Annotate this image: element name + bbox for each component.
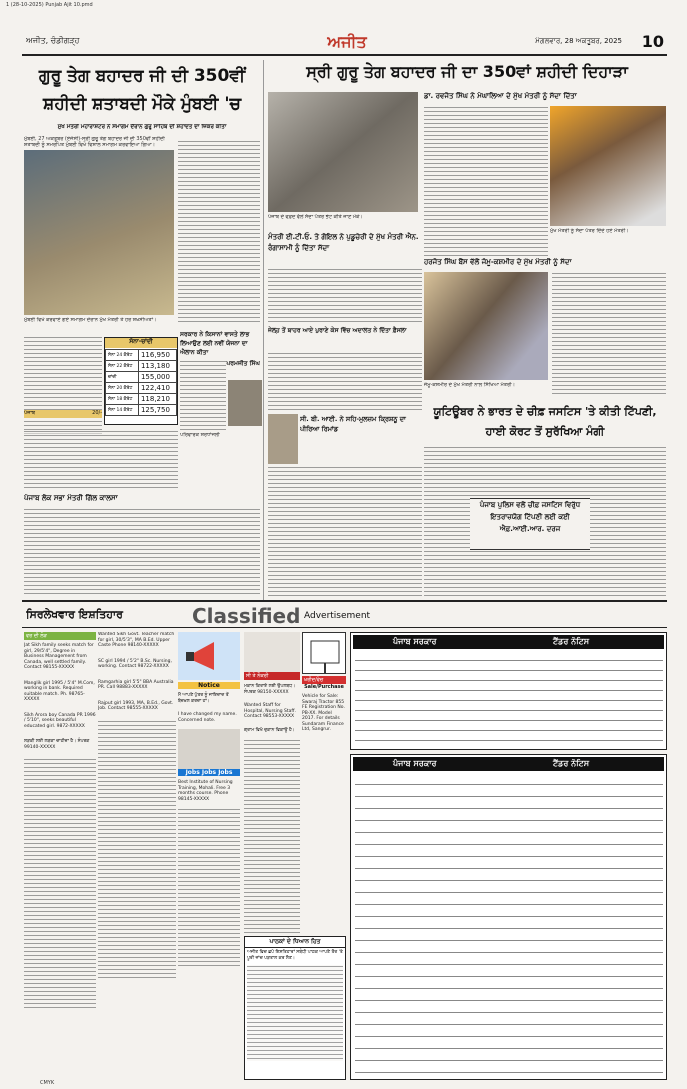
edition-label: ਅਜੀਤ, ਚੰਡੀਗੜ੍ਹ — [26, 36, 80, 45]
classified-col2-more — [98, 720, 176, 980]
rate-row — [106, 394, 177, 405]
masthead — [22, 32, 667, 52]
classified-ad: ਗ੍ਰਾਮ ਵਿਖੇ ਦੁਕਾਨ ਵਿਕਾਊ ਹੈ। — [244, 727, 295, 733]
rate-value: 116,950 — [138, 350, 176, 361]
cbi-story-body — [268, 466, 422, 596]
classified-ad: Wanted Staff for Hospital, Nursing Staff. Contact 98553-XXXXX — [244, 703, 296, 719]
classified-banner-subtitle: Advertisement — [304, 611, 371, 621]
imprint-line: 1 (28-10-2025) Punjab Ajit 10.pmd — [6, 2, 93, 8]
reader-notice-title: ਪਾਠਕਾਂ ਦੇ ਧਿਆਨ ਹਿਤ — [245, 937, 345, 948]
left-brief-text — [24, 336, 102, 436]
classified-col1 — [24, 632, 96, 1080]
left-story-headline: ਗੁਰੂ ਤੇਗ ਬਹਾਦਰ ਜੀ ਦੀ 350ਵੀਂ ਸ਼ਹੀਦੀ ਸ਼ਤਾਬਦੀ ਮੌਕੇ ਮੁੰਬਈ 'ਚ — [38, 66, 246, 114]
classified-col3-more — [178, 808, 240, 968]
rate-label: ਸੋਨਾ 24 ਕੈਰੇਟ — [106, 350, 139, 361]
shoes-story-body — [268, 352, 422, 412]
left-lower-text — [24, 430, 178, 490]
reader-notice-more — [247, 965, 343, 1061]
classified-ad: I have changed my name. Concerned note. — [178, 712, 237, 723]
classified-col4-heading: ਸੀ ਤੇ ਨੌਕਰੀ — [244, 672, 300, 680]
bains-story-headline: ਹਰਜੋਤ ਸਿੰਘ ਬੈਂਸ ਵੱਲੋਂ ਜੰਮੂ-ਕਸ਼ਮੀਰ ਦੇ ਮੁੱਖ ਮੰਤਰੀ ਨੂੰ ਸੱਦਾ — [424, 258, 572, 266]
classified-col3-heading: Notice — [178, 682, 240, 689]
classified-ad: ਲੜਕੀ ਲਈ ਲੜਕਾ ਚਾਹੀਦਾ ਹੈ। ਸੰਪਰਕ 99140-XXXXX — [24, 739, 90, 750]
rate-row — [106, 383, 177, 394]
rates-extra-label: ਪੰਜਾਬ — [24, 410, 36, 416]
tender1-right: ਟੈਂਡਰ ਨੋਟਿਸ — [553, 637, 590, 646]
classified-ad: Best Institute of Nursing Training, Mohali. Free 3 months course. Phone 98145-XXXXX — [178, 780, 233, 802]
rate-value: 113,180 — [138, 361, 176, 372]
tender2-right: ਟੈਂਡਰ ਨੋਟਿਸ — [553, 759, 590, 768]
classified-ad: SC girl 1994 / 5'2" B.Sc. Nursing, working. Contact 98722-XXXXX — [98, 658, 172, 669]
rate-value: 122,410 — [138, 383, 176, 394]
classified-ad: Jat Sikh family seeks match for girl, 29/5'4", Degree in Business Management from Canada, well settled family. Contact 98155-XXXXX — [24, 643, 94, 670]
left-story-lead: ਮੁੰਬਈ, 27 ਅਕਤੂਬਰ (ਏਜੰਸੀ)-ਸ੍ਰੀ ਗੁਰੂ ਤੇਗ ਬਹਾਦਰ ਜੀ ਦੀ 350ਵੀਂ ਸ਼ਹੀਦੀ ਸ਼ਤਾਬਦੀ ਨੂੰ ਸਮਰਪਿਤ ਮੁੰਬਈ ਵਿਖੇ ਵਿਸ਼ਾਲ ਸਮਾਗਮ ਕਰਵਾਇਆ ਗਿਆ। — [24, 136, 165, 148]
tender1-left: ਪੰਜਾਬ ਸਰਕਾਰ — [393, 637, 437, 646]
tender2-header — [353, 757, 664, 771]
rates-title: ਸੋਨਾ-ਚਾਂਦੀ — [105, 338, 177, 348]
classified-ad: Manglik girl 1995 / 5'4" M.Com, working in bank. Required suitable match. Ph. 98765-XXXXX — [24, 680, 95, 702]
rate-value: 118,210 — [138, 394, 176, 405]
classified-ad: Vehicle for Sale: Swaraj Tractor 855 FE Registration No. PB-XX. Model 2017. For details Sundaram Finance Ltd, Sangrur. — [302, 694, 345, 732]
reader-notice-body: ਅਜੀਤ ਵਿਚ ਛਪੇ ਇਸ਼ਤਿਹਾਰਾਂ ਸਬੰਧੀ ਪਾਠਕ ਆਪਣੇ ਤੌਰ 'ਤੇ ਪੂਰੀ ਜਾਂਚ ਪੜਤਾਲ ਕਰ ਲੈਣ। — [247, 950, 343, 961]
tender-notice-2 — [350, 754, 667, 1080]
masthead-rule — [22, 54, 667, 56]
reader-notice-box — [244, 936, 346, 1080]
classified-banner-punjabi: ਸਿਰਲੇਖਵਾਰ ਇਸ਼ਤਿਹਾਰ — [26, 608, 123, 621]
rate-value: 125,750 — [138, 405, 176, 416]
youtube-story-headline: ਯੂਟਿਊਬਰ ਨੇ ਭਾਰਤ ਦੇ ਚੀਫ਼ ਜਸਟਿਸ 'ਤੇ ਕੀਤੀ ਟਿੱਪਣੀ, ਹਾਈ ਕੋਰਟ ਤੋਂ ਸੁਰੱਖਿਆ ਮੰਗੀ — [433, 405, 657, 438]
shoes-story-headline: ਜੇਲ੍ਹ ਤੋਂ ਬਾਹਰ ਆਏ ਪੁਰਾਣੇ ਕੇਸ ਵਿੱਚ ਅਦਾਲਤ ਨੇ ਦਿੱਤਾ ਫ਼ੈਸਲਾ — [268, 327, 407, 334]
color-marks: CMYK — [40, 1080, 55, 1086]
classified-col2 — [98, 632, 176, 1080]
tender2-left: ਪੰਜਾਬ ਸਰਕਾਰ — [393, 759, 437, 768]
tender-notice-1 — [350, 632, 667, 750]
megaphone-icon — [178, 632, 240, 680]
classified-ad: Wanted Sikh Govt. Teacher match for girl, 30/5'3", MA B.Ed. Upper Caste Phone 98140-XXXXX — [98, 632, 175, 648]
bains-story-body — [552, 272, 666, 396]
cm-invite-photo — [550, 106, 666, 226]
bains-story-caption: ਜੰਮੂ-ਕਸ਼ਮੀਰ ਦੇ ਮੁੱਖ ਮੰਤਰੀ ਨਾਲ ਸਿੱਖਿਆ ਮੰਤਰੀ। — [424, 382, 515, 388]
youtube-box: ਪੰਜਾਬ ਪੁਲਿਸ ਵਲੋਂ ਚੀਫ਼ ਜਸਟਿਸ ਵਿਰੁੱਧ ਇਤਰਾਜ਼ਯੋਗ ਟਿੱਪਣੀ ਲਈ ਕਈ ਐਫ਼.ਆਈ.ਆਰ. ਦਰਜ — [470, 498, 590, 550]
left-story-body-column — [178, 140, 260, 325]
goyal-story-body — [268, 268, 422, 324]
classified-col1-heading: ਵਰ ਦੀ ਲੋੜ — [24, 632, 96, 640]
rate-label: ਚਾਂਦੀ — [106, 372, 139, 383]
obit-intro: ਪਰਿਵਾਰਕ ਸ਼ਰਧਾਂਜਲੀ — [180, 432, 220, 438]
page-number: 10 — [641, 32, 664, 51]
cm-invite-headline: ਡਾ. ਰਵਜੋਤ ਸਿੰਘ ਨੇ ਮੇਘਾਲਿਆ ਦੇ ਮੁੱਖ ਮੰਤਰੀ ਨੂੰ ਸੱਦਾ ਦਿੱਤਾ — [424, 92, 577, 100]
pension-story-headline: ਸਰਕਾਰ ਨੇ ਕਿਸਾਨਾਂ ਵਾਸਤੇ ਲਾਭ ਲਿਆਉਣ ਲਈ ਨਵੀਂ ਯੋਜਨਾ ਦਾ ਐਲਾਨ ਕੀਤਾ — [180, 331, 250, 356]
rate-row — [106, 350, 177, 361]
obit-heading: ਪਰਮਜੀਤ ਸਿੰਘ — [226, 360, 260, 367]
rate-label: ਸੋਨਾ 20 ਕੈਰੇਟ — [106, 383, 139, 394]
cbi-story-headline: ਸੀ. ਬੀ. ਆਈ. ਨੇ ਸਹਿ-ਮੁਲਜ਼ਮ ਕ੍ਰਿਸ਼ਨੂ ਦਾ ਪੀਰਿਆ ਰਿਮਾਂਡ — [300, 415, 406, 433]
left-story-photo — [24, 150, 174, 315]
left-story-caption: ਮੁੰਬਈ ਵਿਖੇ ਕਰਵਾਏ ਗਏ ਸਮਾਗਮ ਦੌਰਾਨ ਮੁੱਖ ਮੰਤਰੀ ਤੇ ਹੋਰ ਸ਼ਖ਼ਸੀਅਤਾਂ। — [24, 317, 157, 323]
column-rule — [263, 60, 264, 600]
classified-ad: ਮਕਾਨ ਕਿਰਾਏ ਲਈ ਉਪਲਬਧ। ਸੰਪਰਕ 98150-XXXXX — [244, 684, 296, 695]
classified-col3 — [178, 632, 240, 1080]
job-seeker-image — [244, 632, 300, 672]
food-story-headline: ਪੰਜਾਬ ਲੋਕ ਸਭਾ ਮੰਤਰੀ ਗਿੱਲ ਕਾਲਸਾ — [24, 494, 118, 502]
classified-banner — [22, 600, 667, 628]
main-story-caption: ਪੰਜਾਬ ਦੇ ਵਫ਼ਦ ਵੱਲੋਂ ਸੱਦਾ ਪੱਤਰ ਭੇਟ ਕੀਤੇ ਜਾਣ ਮੌਕੇ। — [268, 214, 363, 220]
classified-col5-heading: ਖ਼ਰੀਦ/ਵੇਚ — [302, 676, 346, 684]
rate-row — [106, 405, 177, 416]
tender1-table — [355, 651, 663, 747]
goyal-story-headline: ਮੰਤਰੀ ਈ.ਟੀ.ਓ. ਤੇ ਗੋਇਲ ਨੇ ਪੁਡੂਚੇਰੀ ਦੇ ਮੁੱਖ ਮੰਤਰੀ ਐਨ. ਰੰਗਾਸਾਮੀ ਨੂੰ ਦਿੱਤਾ ਸੱਦਾ — [268, 233, 419, 252]
classified-col1-more — [24, 758, 96, 1008]
rate-row — [106, 361, 177, 372]
classified-col5 — [302, 632, 346, 932]
tender2-table — [355, 773, 663, 1077]
rate-value: 155,000 — [138, 372, 176, 383]
cbi-story-photo — [268, 414, 298, 464]
jobs-image — [178, 729, 240, 769]
classified-ad: Rajput girl 1993, MA, B.Ed., Govt. Job. Contact 98555-XXXXX — [98, 700, 174, 711]
left-story-subhead: ਮੁੱਖ ਮੰਤਰੀ ਮਹਾਰਾਸ਼ਟਰ ਨੇ ਸਮਾਗਮ ਦੌਰਾਨ ਗੁਰੂ ਸਾਹਿਬ ਦੀ ਸ਼ਹਾਦਤ ਦਾ ਜ਼ਿਕਰ ਕੀਤਾ — [57, 124, 227, 130]
rates-extra-value: 20/- — [92, 410, 102, 416]
rates-box — [104, 337, 178, 425]
main-story-photo — [268, 92, 418, 212]
rate-row — [106, 372, 177, 383]
tender1-header — [353, 635, 664, 649]
classified-ad: ਮੈਂ ਆਪਣੇ ਪੁੱਤਰ ਨੂੰ ਜਾਇਦਾਦ ਤੋਂ ਬੇਦਖ਼ਲ ਕਰਦਾ ਹਾਂ। — [178, 693, 229, 704]
classified-ad: Sikh Arora boy Canada PR 1996 / 5'10", seeks beautiful educated girl. 9872-XXXXX — [24, 712, 96, 729]
rates-extra — [24, 410, 102, 418]
ajit-logo: ਅਜੀਤ — [327, 32, 367, 51]
main-story-headline: ਸ੍ਰੀ ਗੁਰੂ ਤੇਗ ਬਹਾਦਰ ਜੀ ਦਾ 350ਵਾਂ ਸ਼ਹੀਦੀ ਦਿਹਾੜਾ — [306, 62, 628, 81]
rate-label: ਸੋਨਾ 18 ਕੈਰੇਟ — [106, 394, 139, 405]
rate-label: ਸੋਨਾ 14 ਕੈਰੇਟ — [106, 405, 139, 416]
jobs-heading: Jobs Jobs Jobs — [178, 769, 240, 776]
food-story-body — [24, 508, 260, 596]
rates-table — [105, 349, 177, 416]
cm-invite-body — [424, 106, 548, 256]
rate-label: ਸੋਨਾ 22 ਕੈਰੇਟ — [106, 361, 139, 372]
classified-ad: Ramgarhia girl 5'5" BBA Australia PR. Call 98883-XXXXX — [98, 679, 174, 690]
obit-photo — [228, 380, 262, 426]
sale-purchase-label: Sale/Purchase — [304, 684, 344, 690]
for-sale-sign-icon — [302, 632, 346, 674]
classified-banner-title: Classified — [192, 604, 301, 626]
cm-invite-caption: ਮੁੱਖ ਮੰਤਰੀ ਨੂੰ ਸੱਦਾ ਪੱਤਰ ਦਿੰਦੇ ਹੋਏ ਮੰਤਰੀ। — [550, 228, 629, 234]
issue-date: ਮੰਗਲਵਾਰ, 28 ਅਕਤੂਬਰ, 2025 — [535, 37, 622, 45]
bains-story-photo — [424, 272, 548, 380]
pension-story-body — [180, 360, 226, 432]
